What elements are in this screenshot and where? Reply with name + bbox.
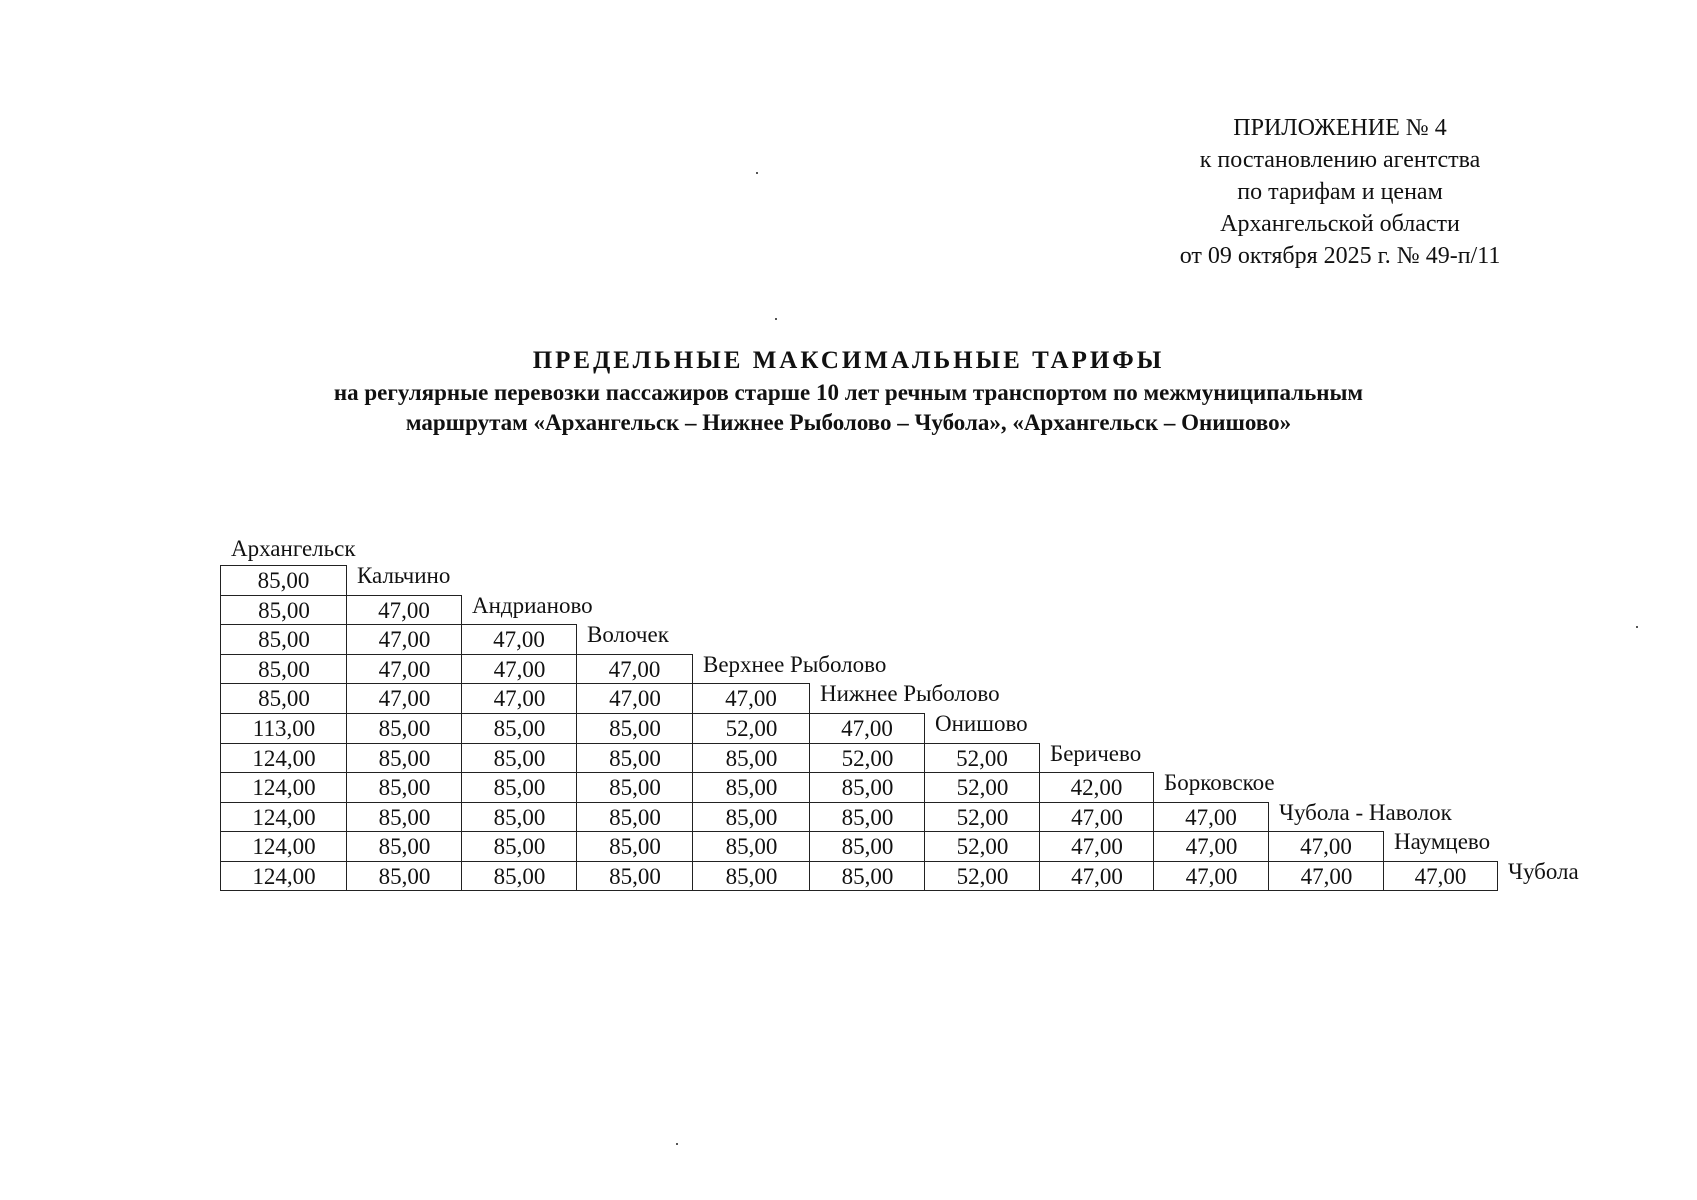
fare-cell: 85,00 bbox=[346, 713, 462, 743]
fare-cell: 124,00 bbox=[220, 831, 347, 861]
fare-cell: 47,00 bbox=[346, 683, 462, 713]
appendix-region: Архангельской области bbox=[1220, 211, 1460, 237]
fare-cell: 124,00 bbox=[220, 772, 347, 802]
fare-cell: 85,00 bbox=[809, 861, 925, 891]
fare-cell: 85,00 bbox=[576, 861, 693, 891]
fare-cell: 85,00 bbox=[346, 831, 462, 861]
fare-cell: 85,00 bbox=[809, 802, 925, 832]
fare-cell: 47,00 bbox=[809, 713, 925, 743]
stop-label: Наумцево bbox=[1394, 829, 1491, 854]
stop-label: Чубола bbox=[1508, 859, 1579, 884]
fare-cell: 47,00 bbox=[1039, 861, 1154, 891]
fare-cell: 47,00 bbox=[1153, 802, 1269, 832]
fare-cell: 52,00 bbox=[809, 743, 925, 773]
fare-cell: 85,00 bbox=[220, 683, 347, 713]
fare-cell: 47,00 bbox=[1268, 831, 1384, 861]
fare-cell: 113,00 bbox=[220, 713, 347, 743]
fare-cell: 85,00 bbox=[220, 654, 347, 684]
fare-cell: 85,00 bbox=[461, 743, 577, 773]
fare-cell: 85,00 bbox=[220, 624, 347, 654]
fare-cell: 124,00 bbox=[220, 802, 347, 832]
scan-speck bbox=[1636, 626, 1638, 628]
fare-cell: 52,00 bbox=[692, 713, 810, 743]
fare-cell: 85,00 bbox=[692, 772, 810, 802]
fare-cell: 85,00 bbox=[461, 861, 577, 891]
stop-label: Архангельск bbox=[231, 536, 356, 561]
fare-cell: 85,00 bbox=[576, 713, 693, 743]
fare-cell: 42,00 bbox=[1039, 772, 1154, 802]
fare-cell: 85,00 bbox=[809, 831, 925, 861]
fare-cell: 85,00 bbox=[346, 772, 462, 802]
fare-cell: 85,00 bbox=[576, 802, 693, 832]
fare-cell: 47,00 bbox=[346, 624, 462, 654]
fare-cell: 85,00 bbox=[809, 772, 925, 802]
stop-label: Онишово bbox=[935, 711, 1028, 736]
fare-cell: 52,00 bbox=[924, 802, 1040, 832]
fare-cell: 85,00 bbox=[461, 831, 577, 861]
fare-cell: 47,00 bbox=[1039, 802, 1154, 832]
fare-cell: 52,00 bbox=[924, 831, 1040, 861]
fare-cell: 47,00 bbox=[576, 683, 693, 713]
scan-speck bbox=[756, 172, 758, 174]
stop-label: Нижнее Рыболово bbox=[820, 681, 1000, 706]
fare-cell: 47,00 bbox=[346, 654, 462, 684]
stop-label: Беричево bbox=[1050, 741, 1142, 766]
fare-cell: 47,00 bbox=[461, 654, 577, 684]
fare-cell: 85,00 bbox=[576, 831, 693, 861]
stop-label: Верхнее Рыболово bbox=[703, 652, 887, 677]
fare-cell: 47,00 bbox=[1268, 861, 1384, 891]
fare-cell: 85,00 bbox=[461, 772, 577, 802]
stop-label: Андрианово bbox=[472, 593, 593, 618]
title-subtitle-line-1: на регулярные перевозки пассажиров старше 10 лет речным транспортом по межмуниципальным bbox=[333, 380, 1364, 405]
fare-cell: 47,00 bbox=[576, 654, 693, 684]
fare-cell: 85,00 bbox=[346, 861, 462, 891]
fare-cell: 52,00 bbox=[924, 772, 1040, 802]
fare-cell: 85,00 bbox=[220, 595, 347, 625]
fare-cell: 52,00 bbox=[924, 861, 1040, 891]
stop-label: Кальчино bbox=[357, 563, 451, 588]
fare-cell: 47,00 bbox=[1383, 861, 1498, 891]
stop-label: Борковское bbox=[1164, 770, 1275, 795]
title-main: ПРЕДЕЛЬНЫЕ МАКСИМАЛЬНЫЕ ТАРИФЫ bbox=[532, 347, 1165, 374]
fare-cell: 85,00 bbox=[346, 802, 462, 832]
fare-cell: 85,00 bbox=[346, 743, 462, 773]
fare-cell: 85,00 bbox=[461, 802, 577, 832]
fare-cell: 47,00 bbox=[461, 624, 577, 654]
fare-cell: 47,00 bbox=[461, 683, 577, 713]
stop-label: Волочек bbox=[587, 622, 669, 647]
fare-cell: 85,00 bbox=[692, 743, 810, 773]
appendix-date: от 09 октября 2025 г. № 49-п/11 bbox=[1179, 243, 1501, 269]
fare-cell: 85,00 bbox=[576, 743, 693, 773]
stop-label: Чубола - Наволок bbox=[1279, 800, 1452, 825]
fare-cell: 47,00 bbox=[1039, 831, 1154, 861]
fare-cell: 85,00 bbox=[220, 565, 347, 595]
appendix-number: ПРИЛОЖЕНИЕ № 4 bbox=[1233, 115, 1447, 141]
appendix-resolution: к постановлению агентства bbox=[1199, 147, 1481, 173]
fare-cell: 47,00 bbox=[1153, 861, 1269, 891]
scan-speck bbox=[775, 318, 777, 320]
fare-cell: 52,00 bbox=[924, 743, 1040, 773]
fare-cell: 124,00 bbox=[220, 861, 347, 891]
fare-cell: 85,00 bbox=[692, 802, 810, 832]
scan-speck bbox=[676, 1143, 678, 1145]
fare-cell: 124,00 bbox=[220, 743, 347, 773]
fare-cell: 47,00 bbox=[346, 595, 462, 625]
fare-cell: 47,00 bbox=[1153, 831, 1269, 861]
appendix-agency: по тарифам и ценам bbox=[1237, 179, 1443, 205]
fare-cell: 85,00 bbox=[692, 861, 810, 891]
title-subtitle-line-2: маршрутам «Архангельск – Нижнее Рыболово – Чубола», «Архангельск – Онишово» bbox=[405, 410, 1292, 435]
fare-cell: 47,00 bbox=[692, 683, 810, 713]
fare-cell: 85,00 bbox=[576, 772, 693, 802]
fare-cell: 85,00 bbox=[692, 831, 810, 861]
fare-cell: 85,00 bbox=[461, 713, 577, 743]
